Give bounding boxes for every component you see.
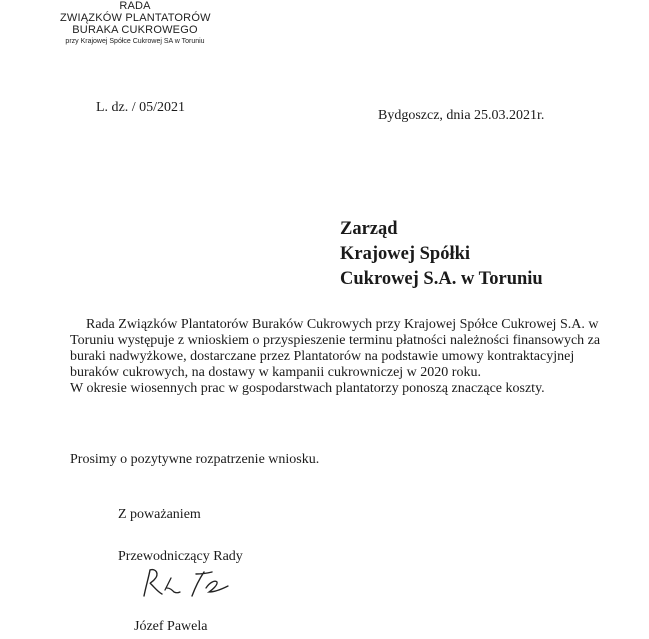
addressee-line-3: Cukrowej S.A. w Toruniu [340,269,543,289]
addressee-line-1: Zarząd [340,219,398,239]
addressee-line-2: Krajowej Spółki [340,244,471,264]
reference-number: L. dz. / 05/2021 [96,100,186,115]
signatory-role: Przewodniczący Rady [118,549,243,564]
signatory-name: Józef Pawela [134,619,208,634]
letter-body [70,317,618,397]
request-sentence: Prosimy o pozytywne rozpatrzenie wniosku. [70,452,320,467]
letterhead [60,0,210,47]
closing-greeting: Z poważaniem [118,507,201,522]
letterhead-line-1: RADA [119,0,151,12]
body-paragraph-1: Rada Związków Plantatorów Buraków Cukrowych przy Krajowej Spółce Cukrowej S.A. w Toruniu występuje z wnioskiem o przyspieszenie terminu płatności należności finansowych za buraki nadwyżkowe, dostarczane przez Plantatorów na podstawie umowy kontraktacyjnej buraków cukrowych, na dostawy w kampanii cukrowniczej w 2020 roku. [70,317,601,380]
letterhead-line-4: przy Krajowej Spółce Cukrowej SA w Toruniu [65,38,205,45]
letterhead-line-3: BURAKA CUKROWEGO [72,24,198,36]
addressee [340,217,543,292]
letterhead-line-2: ZWIĄZKÓW PLANTATORÓW [60,12,211,24]
body-paragraph-2: W okresie wiosennych prac w gospodarstwach plantatorzy ponoszą znaczące koszty. [70,381,545,396]
handwritten-signature [140,566,235,602]
place-date: Bydgoszcz, dnia 25.03.2021r. [378,108,545,123]
